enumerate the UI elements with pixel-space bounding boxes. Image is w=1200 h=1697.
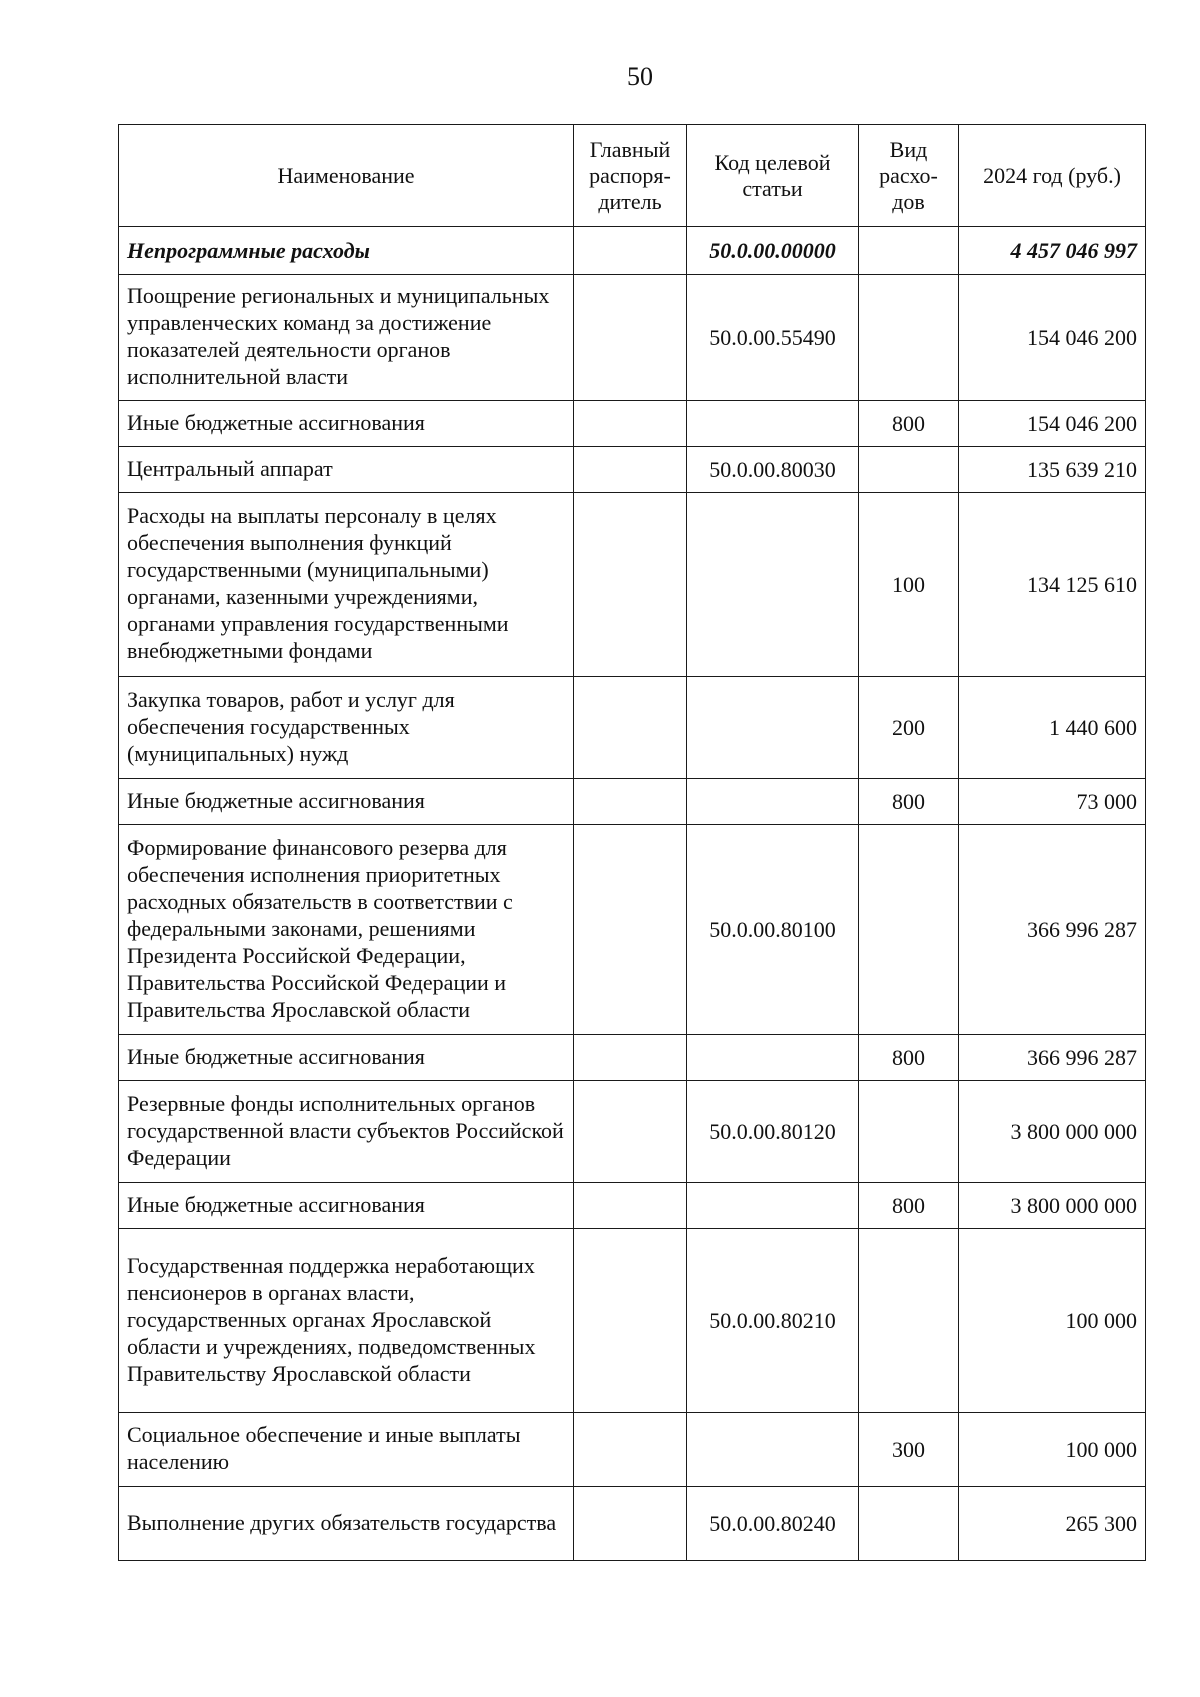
table-row <box>119 779 1146 825</box>
row-code <box>687 779 859 825</box>
budget-table <box>118 124 1146 1561</box>
row-type <box>859 825 959 1035</box>
row-name: Иные бюджетные ассигнования <box>119 401 574 447</box>
row-name: Иные бюджетные ассигнования <box>119 1183 574 1229</box>
row-code <box>687 493 859 677</box>
table-row <box>119 1413 1146 1487</box>
row-code <box>687 1413 859 1487</box>
table-row <box>119 401 1146 447</box>
row-chief <box>574 825 687 1035</box>
table-row <box>119 493 1146 677</box>
row-name: Поощрение региональных и муниципальных управленческих команд за достижение показателей деятельности органов исполнительной власти <box>119 275 574 401</box>
table-row <box>119 447 1146 493</box>
row-chief <box>574 1229 687 1413</box>
header-name: Наименование <box>119 125 574 227</box>
row-chief <box>574 779 687 825</box>
row-code <box>687 677 859 779</box>
header-amount: 2024 год (руб.) <box>959 125 1146 227</box>
row-type: 300 <box>859 1413 959 1487</box>
row-amount: 1 440 600 <box>959 677 1146 779</box>
row-amount: 154 046 200 <box>959 401 1146 447</box>
row-amount: 134 125 610 <box>959 493 1146 677</box>
row-code <box>687 1183 859 1229</box>
row-chief <box>574 447 687 493</box>
header-chief: Главный распоря-дитель <box>574 125 687 227</box>
row-amount: 154 046 200 <box>959 275 1146 401</box>
row-name: Резервные фонды исполнительных органов государственной власти субъектов Российской Федерации <box>119 1081 574 1183</box>
row-type: 100 <box>859 493 959 677</box>
row-type: 800 <box>859 779 959 825</box>
header-code: Код целевой статьи <box>687 125 859 227</box>
row-code: 50.0.00.80210 <box>687 1229 859 1413</box>
table-row <box>119 677 1146 779</box>
page-number: 50 <box>627 62 653 91</box>
row-type <box>859 1487 959 1561</box>
row-type: 800 <box>859 1183 959 1229</box>
row-type <box>859 447 959 493</box>
row-code: 50.0.00.80030 <box>687 447 859 493</box>
row-name: Социальное обеспечение и иные выплаты населению <box>119 1413 574 1487</box>
row-chief <box>574 493 687 677</box>
row-amount: 265 300 <box>959 1487 1146 1561</box>
row-code: 50.0.00.80240 <box>687 1487 859 1561</box>
row-amount: 135 639 210 <box>959 447 1146 493</box>
table-row <box>119 1035 1146 1081</box>
row-name: Выполнение других обязательств государства <box>119 1487 574 1561</box>
row-code: 50.0.00.55490 <box>687 275 859 401</box>
table-header-row <box>119 125 1146 227</box>
row-name: Иные бюджетные ассигнования <box>119 1035 574 1081</box>
table-row <box>119 825 1146 1035</box>
row-chief <box>574 275 687 401</box>
header-type: Вид расхо-дов <box>859 125 959 227</box>
row-chief <box>574 1183 687 1229</box>
row-code <box>687 1035 859 1081</box>
table-row <box>119 1229 1146 1413</box>
row-type <box>859 1229 959 1413</box>
row-type <box>859 227 959 275</box>
row-amount: 366 996 287 <box>959 825 1146 1035</box>
row-name: Иные бюджетные ассигнования <box>119 779 574 825</box>
row-chief <box>574 1413 687 1487</box>
table-row <box>119 1487 1146 1561</box>
row-name: Государственная поддержка неработающих пенсионеров в органах власти, государственных органах Ярославской области и учреждениях, подведомственных Правительству Ярославской области <box>119 1229 574 1413</box>
row-name: Центральный аппарат <box>119 447 574 493</box>
table-row <box>119 1183 1146 1229</box>
row-code: 50.0.00.00000 <box>687 227 859 275</box>
table-row <box>119 227 1146 275</box>
row-amount: 100 000 <box>959 1413 1146 1487</box>
row-chief <box>574 227 687 275</box>
table-row <box>119 1081 1146 1183</box>
row-code: 50.0.00.80120 <box>687 1081 859 1183</box>
row-type: 800 <box>859 401 959 447</box>
row-amount: 73 000 <box>959 779 1146 825</box>
row-type <box>859 1081 959 1183</box>
row-type: 200 <box>859 677 959 779</box>
row-type: 800 <box>859 1035 959 1081</box>
row-amount: 366 996 287 <box>959 1035 1146 1081</box>
row-name: Формирование финансового резерва для обеспечения исполнения приоритетных расходных обязательств в соответствии с федеральными законами, решениями Президента Российской Федерации, Правительства Российской Федерации и Правительства Ярославской области <box>119 825 574 1035</box>
row-amount: 3 800 000 000 <box>959 1183 1146 1229</box>
row-chief <box>574 401 687 447</box>
row-code: 50.0.00.80100 <box>687 825 859 1035</box>
row-chief <box>574 1035 687 1081</box>
row-amount: 3 800 000 000 <box>959 1081 1146 1183</box>
row-chief <box>574 677 687 779</box>
row-code <box>687 401 859 447</box>
row-name: Расходы на выплаты персоналу в целях обеспечения выполнения функций государственными (муниципальными) органами, казенными учреждениями, органами управления государственными внебюджетными фондами <box>119 493 574 677</box>
row-amount: 100 000 <box>959 1229 1146 1413</box>
row-amount: 4 457 046 997 <box>959 227 1146 275</box>
row-chief <box>574 1487 687 1561</box>
row-type <box>859 275 959 401</box>
row-chief <box>574 1081 687 1183</box>
row-name: Закупка товаров, работ и услуг для обеспечения государственных (муниципальных) нужд <box>119 677 574 779</box>
table-row <box>119 275 1146 401</box>
row-name: Непрограммные расходы <box>119 227 574 275</box>
